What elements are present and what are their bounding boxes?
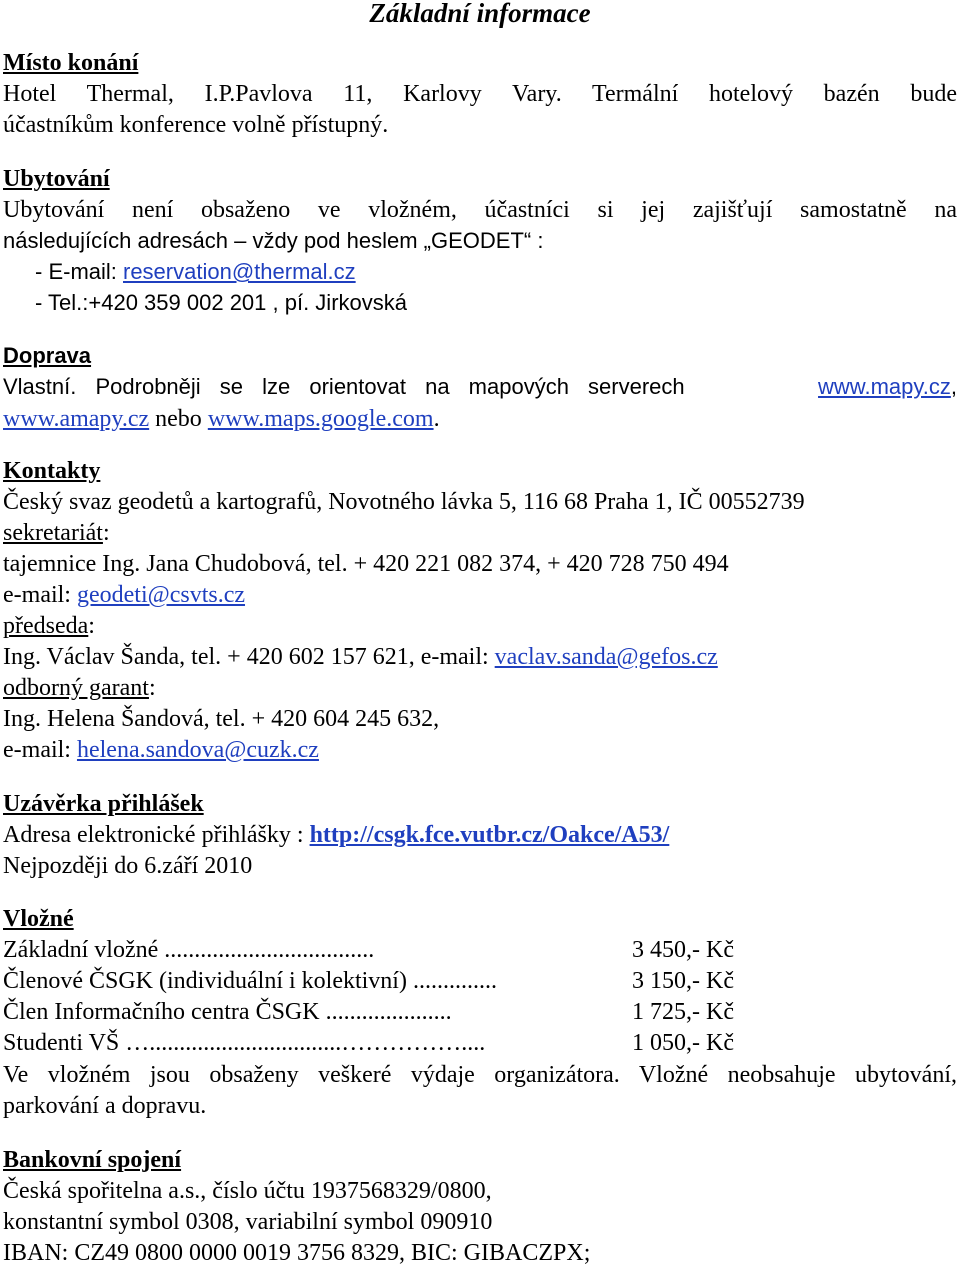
lodging-email-prefix: - E-mail: [35, 259, 123, 284]
fee-note-1: Ve vložném jsou obsaženy veškeré výdaje organizátora. Vložné neobsahuje ubytování, [3, 1062, 957, 1088]
guarantor-colon: : [148, 675, 156, 701]
transport-nebo: nebo [149, 406, 208, 432]
lodging-line-1: Ubytování není obsaženo ve vložném, účastníci si jej zajišťují samostatně na [3, 197, 957, 223]
lodging-phone-line: - Tel.:+420 359 002 201 , pí. Jirkovská [35, 290, 407, 315]
lodging-line-2: následujících adresách – vždy pod heslem „GEODET“ : [3, 228, 544, 253]
guarantor-email-label: e-mail: [3, 737, 77, 763]
guarantor-label-line [3, 673, 156, 703]
contacts-org: Český svaz geodetů a kartografů, Novotného lávka 5, 116 68 Praha 1, IČ 00552739 [3, 489, 805, 515]
secretariat-email-label: e-mail: [3, 582, 77, 608]
transport-text: Vlastní. Podrobněji se lze orientovat na mapových serverech [3, 374, 685, 399]
secretariat-email-line [3, 580, 245, 610]
transport-link-mapy-wrap [818, 372, 957, 402]
secretariat-colon: : [102, 520, 110, 546]
fee-item-label: Studenti VŠ …................................…………….... [3, 1030, 486, 1056]
transport-line-1 [3, 372, 957, 402]
deadline-heading: Uzávěrka přihlášek [3, 791, 204, 817]
guarantor-email-link[interactable]: helena.sandova@cuzk.cz [76, 737, 319, 763]
venue-line-2: účastníkům konference volně přístupný. [3, 112, 389, 138]
deadline-date: Nejpozději do 6.září 2010 [3, 853, 253, 879]
secretariat-email-link[interactable]: geodeti@csvts.cz [76, 582, 246, 608]
transport-link-mapy[interactable]: www.mapy.cz [818, 374, 951, 399]
lodging-email-link[interactable]: reservation@thermal.cz [123, 259, 356, 284]
fee-item-label: Členové ČSGK (individuální i kolektivní) .............. [3, 968, 497, 994]
transport-line-2 [3, 404, 440, 434]
fee-item-amount: 3 450,- Kč [632, 937, 734, 963]
transport-link-amapy[interactable]: www.amapy.cz [3, 406, 150, 432]
bank-line-3: IBAN: CZ49 0800 0000 0019 3756 8329, BIC: GIBACZPX; [3, 1240, 591, 1266]
transport-dot: . [433, 406, 440, 432]
bank-line-2: konstantní symbol 0308, variabilní symbol 090910 [3, 1209, 493, 1235]
page-title: Základní informace [369, 0, 591, 28]
chair-line [3, 642, 718, 672]
transport-link-google[interactable]: www.maps.google.com [207, 406, 434, 432]
fee-item-amount: 3 150,- Kč [632, 968, 734, 994]
guarantor-email-line [3, 735, 319, 765]
fee-item-label: Člen Informačního centra ČSGK ..................... [3, 999, 452, 1025]
chair-person: Ing. Václav Šanda, tel. + 420 602 157 621, e-mail: [3, 644, 495, 670]
contacts-secretariat-label-line [3, 518, 110, 548]
lodging-email-line [35, 257, 356, 287]
chair-label: předseda [3, 613, 89, 639]
transport-heading: Doprava [3, 343, 92, 368]
transport-comma: , [950, 374, 957, 399]
deadline-url-line [3, 820, 669, 850]
lodging-heading: Ubytování [3, 166, 110, 192]
fee-item-amount: 1 725,- Kč [632, 999, 734, 1025]
bank-heading: Bankovní spojení [3, 1147, 182, 1173]
venue-heading: Místo konání [3, 50, 139, 76]
venue-line-1: Hotel Thermal, I.P.Pavlova 11, Karlovy Vary. Termální hotelový bazén bude [3, 81, 957, 107]
registration-link[interactable]: http://csgk.fce.vutbr.cz/Oakce/A53/ [309, 822, 670, 848]
guarantor-label: odborný garant [3, 675, 149, 701]
fee-item-amount: 1 050,- Kč [632, 1030, 734, 1056]
fee-item-label: Základní vložné ................................... [3, 937, 375, 963]
contacts-heading: Kontakty [3, 458, 101, 484]
fee-note-2: parkování a dopravu. [3, 1093, 207, 1119]
bank-line-1: Česká spořitelna a.s., číslo účtu 1937568329/0800, [3, 1178, 492, 1204]
secretariat-label: sekretariát [3, 520, 103, 546]
chair-colon: : [88, 613, 95, 639]
fee-heading: Vložné [3, 906, 74, 932]
secretariat-person: tajemnice Ing. Jana Chudobová, tel. + 420 221 082 374, + 420 728 750 494 [3, 551, 729, 577]
deadline-url-label: Adresa elektronické přihlášky : [3, 822, 310, 848]
guarantor-person: Ing. Helena Šandová, tel. + 420 604 245 632, [3, 706, 440, 732]
chair-label-line [3, 611, 95, 641]
chair-email-link[interactable]: vaclav.sanda@gefos.cz [494, 644, 718, 670]
